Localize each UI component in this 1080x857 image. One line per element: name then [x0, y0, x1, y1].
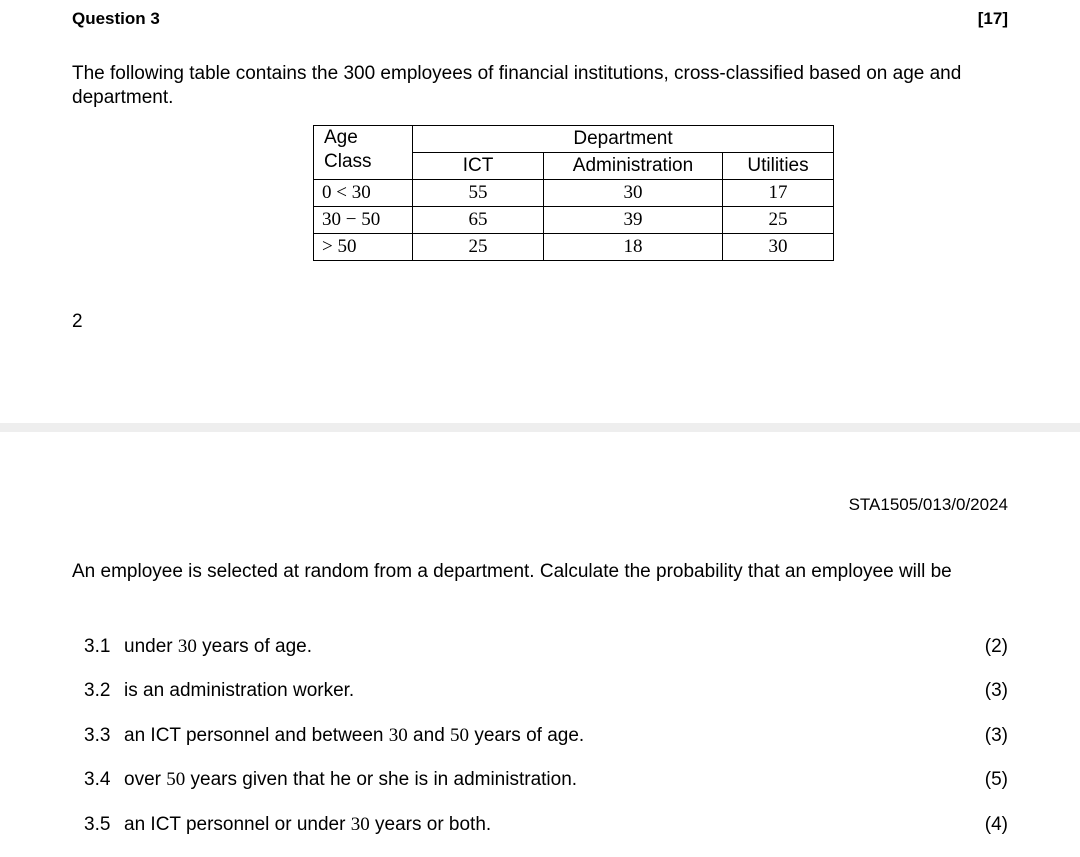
item-marks: (2)	[984, 636, 1008, 657]
table-cell: 65	[413, 207, 544, 234]
item-number: 3.2	[84, 680, 111, 701]
item-number: 3.5	[84, 814, 111, 835]
table-cell: 17	[723, 180, 834, 207]
table-row	[314, 234, 834, 261]
table-cell: 30	[723, 234, 834, 261]
item-marks: (3)	[984, 725, 1008, 746]
item-math: 30	[388, 725, 408, 746]
item-text: is an administration worker.	[124, 680, 355, 701]
table-row	[314, 180, 834, 207]
item-math: 50	[450, 725, 470, 746]
question-item	[84, 724, 1008, 748]
item-marks: (4)	[984, 814, 1008, 835]
question-marks: [17]	[977, 9, 1008, 28]
item-text: years of age.	[469, 725, 585, 746]
table-cell: 25	[723, 207, 834, 234]
item-math: 30	[350, 814, 370, 835]
question-item	[84, 679, 1008, 703]
item-marks: (3)	[984, 680, 1008, 701]
item-number: 3.3	[84, 725, 111, 746]
age-class-cell: 30 − 50	[314, 207, 413, 234]
table-cell: 25	[413, 234, 544, 261]
column-header: Administration	[544, 153, 723, 180]
item-number: 3.4	[84, 769, 111, 790]
page-separator	[0, 423, 1080, 432]
table-cell: 18	[544, 234, 723, 261]
table-row	[314, 207, 834, 234]
page-number: 2	[72, 311, 83, 332]
column-header: Utilities	[723, 153, 834, 180]
item-text: years of age.	[196, 636, 312, 657]
item-text: years given that he or she is in administration.	[185, 769, 578, 790]
table-header-row	[314, 126, 834, 153]
item-math: 30	[177, 636, 197, 657]
item-text: years or both.	[369, 814, 492, 835]
table-cell: 30	[544, 180, 723, 207]
age-header-line2: Class	[324, 151, 372, 172]
age-class-header	[314, 126, 413, 180]
item-text: over	[124, 769, 167, 790]
department-header: Department	[413, 126, 834, 153]
question-item	[84, 635, 1008, 659]
age-department-table	[313, 125, 834, 261]
question-title: Question 3	[72, 9, 160, 28]
age-class-cell: 0 < 30	[314, 180, 413, 207]
question-item	[84, 768, 1008, 792]
table-cell: 55	[413, 180, 544, 207]
document-code: STA1505/013/0/2024	[848, 495, 1008, 514]
item-text: an ICT personnel and between	[124, 725, 389, 746]
task-paragraph: An employee is selected at random from a department. Calculate the probability that an employee will be	[72, 561, 952, 582]
item-text: an ICT personnel or under	[124, 814, 351, 835]
item-text: and	[407, 725, 451, 746]
item-marks: (5)	[984, 769, 1008, 790]
question-item	[84, 813, 1008, 837]
column-header: ICT	[413, 153, 544, 180]
age-header-line1: Age	[324, 127, 358, 148]
age-class-cell: > 50	[314, 234, 413, 261]
table-cell: 39	[544, 207, 723, 234]
intro-paragraph: The following table contains the 300 employees of financial institutions, cross-classified based on age and department.	[72, 63, 962, 108]
item-number: 3.1	[84, 636, 111, 657]
item-text: under	[124, 636, 178, 657]
item-math: 50	[166, 769, 186, 790]
